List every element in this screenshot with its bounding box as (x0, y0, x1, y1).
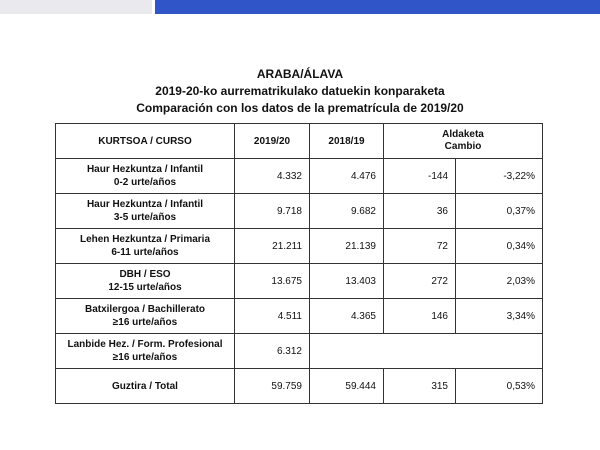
row-label (56, 159, 235, 194)
row-label-age: 12-15 urte/años (108, 282, 182, 293)
value-2018-19: 9.682 (310, 194, 384, 229)
row-label-age: 6-11 urte/años (111, 247, 179, 258)
header-change-es: Cambio (444, 141, 482, 152)
header-2018-19: 2018/19 (310, 124, 384, 159)
row-label (56, 194, 235, 229)
banner-left-block (0, 0, 152, 14)
value-2018-19: 21.139 (310, 229, 384, 264)
empty-cells (310, 334, 543, 369)
header-course: KURTSOA / CURSO (56, 124, 235, 159)
comparison-title-es: Comparación con los datos de la prematrícula de 2019/20 (136, 101, 464, 115)
row-label (56, 334, 235, 369)
value-percent-change: 0,34% (456, 229, 543, 264)
table-header-row (56, 124, 543, 159)
row-label-level: DBH / ESO (119, 269, 171, 280)
value-2018-19: 4.365 (310, 299, 384, 334)
row-label-age: 0-2 urte/años (113, 177, 177, 188)
table-row (56, 194, 543, 229)
banner-divider (152, 0, 155, 14)
row-label (56, 264, 235, 299)
top-banner (0, 0, 600, 14)
value-2019-20: 13.675 (235, 264, 310, 299)
header-change (384, 124, 543, 159)
total-label: Guztira / Total (56, 369, 235, 404)
value-difference: -144 (384, 159, 456, 194)
row-label (56, 229, 235, 264)
value-difference: 272 (384, 264, 456, 299)
header-change-eu: Aldaketa (442, 129, 484, 140)
comparison-title-eu: 2019-20-ko aurrematrikulako datuekin konparaketa (155, 84, 445, 98)
table-row (56, 334, 543, 369)
row-label-level: Haur Hezkuntza / Infantil (86, 164, 204, 175)
row-label-age: ≥16 urte/años (112, 317, 178, 328)
row-label (56, 299, 235, 334)
total-2019-20: 59.759 (235, 369, 310, 404)
value-percent-change: 0,37% (456, 194, 543, 229)
row-label-age: ≥16 urte/años (112, 352, 178, 363)
value-2019-20: 6.312 (235, 334, 310, 369)
total-difference: 315 (384, 369, 456, 404)
row-label-age: 3-5 urte/años (113, 212, 177, 223)
table-row (56, 229, 543, 264)
value-2019-20: 4.511 (235, 299, 310, 334)
region-title: ARABA/ÁLAVA (256, 67, 344, 81)
row-label-level: Batxilergoa / Bachillerato (84, 304, 206, 315)
value-difference: 72 (384, 229, 456, 264)
total-2018-19: 59.444 (310, 369, 384, 404)
total-percent-change: 0,53% (456, 369, 543, 404)
value-2019-20: 21.211 (235, 229, 310, 264)
table-total-row (56, 369, 543, 404)
row-label-level: Lehen Hezkuntza / Primaria (79, 234, 211, 245)
banner-right-block (152, 0, 600, 14)
value-percent-change: 2,03% (456, 264, 543, 299)
value-2019-20: 9.718 (235, 194, 310, 229)
value-2018-19: 4.476 (310, 159, 384, 194)
value-percent-change: -3,22% (456, 159, 543, 194)
value-2019-20: 4.332 (235, 159, 310, 194)
table-row (56, 299, 543, 334)
value-difference: 146 (384, 299, 456, 334)
title-block (0, 66, 600, 117)
row-label-level: Haur Hezkuntza / Infantil (86, 199, 204, 210)
header-2019-20: 2019/20 (235, 124, 310, 159)
value-percent-change: 3,34% (456, 299, 543, 334)
value-2018-19: 13.403 (310, 264, 384, 299)
enrollment-table (55, 123, 543, 404)
row-label-level: Lanbide Hez. / Form. Profesional (67, 339, 223, 350)
value-difference: 36 (384, 194, 456, 229)
table-row (56, 159, 543, 194)
table-row (56, 264, 543, 299)
